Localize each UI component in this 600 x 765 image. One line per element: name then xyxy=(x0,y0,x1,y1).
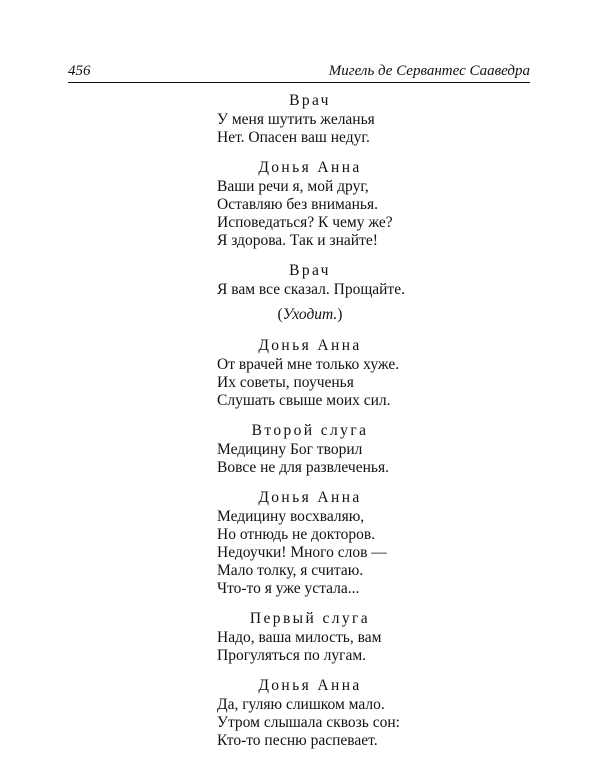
speech-block xyxy=(217,488,517,598)
verse-line: Прогуляться по лугам. xyxy=(217,647,367,664)
verse-line: Исповедаться? К чему же? xyxy=(217,214,393,231)
speaker-name: Первый слуга xyxy=(249,610,371,627)
verse-line: Утром слышала сквозь сон: xyxy=(217,714,400,731)
verse-line: Я вам все сказал. Прощайте. xyxy=(217,281,405,298)
verse-line: Нет. Опасен ваш недуг. xyxy=(217,129,370,146)
stage-direction-open: ( xyxy=(277,306,283,323)
speaker-name: Донья Анна xyxy=(258,677,362,694)
speech-block xyxy=(217,676,517,750)
speech-block xyxy=(217,91,517,147)
speech-block xyxy=(217,158,517,250)
speech-block xyxy=(217,421,517,477)
speech-block xyxy=(217,336,517,410)
verse-line: Кто-то песню распевает. xyxy=(217,732,378,749)
speaker-name: Второй слуга xyxy=(251,422,369,439)
speaker-name: Донья Анна xyxy=(258,337,362,354)
stage-direction-close: ) xyxy=(337,306,343,323)
speech-block xyxy=(217,609,517,665)
running-head: Мигель де Сервантес Сааведра xyxy=(328,63,530,79)
verse-line: Вовсе не для развлеченья. xyxy=(217,459,389,476)
verse-line: Медицину Бог творил xyxy=(217,441,363,458)
verse-line: Но отнюдь не докторов. xyxy=(217,526,376,543)
verse-line: Недоучки! Много слов — xyxy=(217,544,387,561)
speech-block xyxy=(217,261,517,299)
page-header xyxy=(68,62,530,83)
verse-line: Слушать свыше моих сил. xyxy=(217,392,391,409)
speaker-name: Донья Анна xyxy=(258,489,362,506)
speaker-name: Донья Анна xyxy=(258,159,362,176)
play-text xyxy=(217,91,517,761)
verse-line: Я здорова. Так и знайте! xyxy=(217,232,378,249)
verse-line: Медицину восхваляю, xyxy=(217,508,365,525)
verse-line: У меня шутить желанья xyxy=(217,111,375,128)
verse-line: Оставляю без вниманья. xyxy=(217,196,378,213)
page-number: 456 xyxy=(68,63,91,79)
verse-line: Что-то я уже устала... xyxy=(217,580,360,597)
speaker-name: Врач xyxy=(289,92,331,109)
verse-line: Ваши речи я, мой друг, xyxy=(217,178,369,195)
verse-line: От врачей мне только хуже. xyxy=(217,356,400,373)
verse-line: Надо, ваша милость, вам xyxy=(217,629,382,646)
stage-direction-text: Уходит. xyxy=(282,306,338,323)
stage-direction xyxy=(217,305,403,325)
verse-line: Да, гуляю слишком мало. xyxy=(217,696,385,713)
speaker-name: Врач xyxy=(289,262,331,279)
verse-line: Мало толку, я считаю. xyxy=(217,562,364,579)
verse-line: Их советы, поученья xyxy=(217,374,354,391)
